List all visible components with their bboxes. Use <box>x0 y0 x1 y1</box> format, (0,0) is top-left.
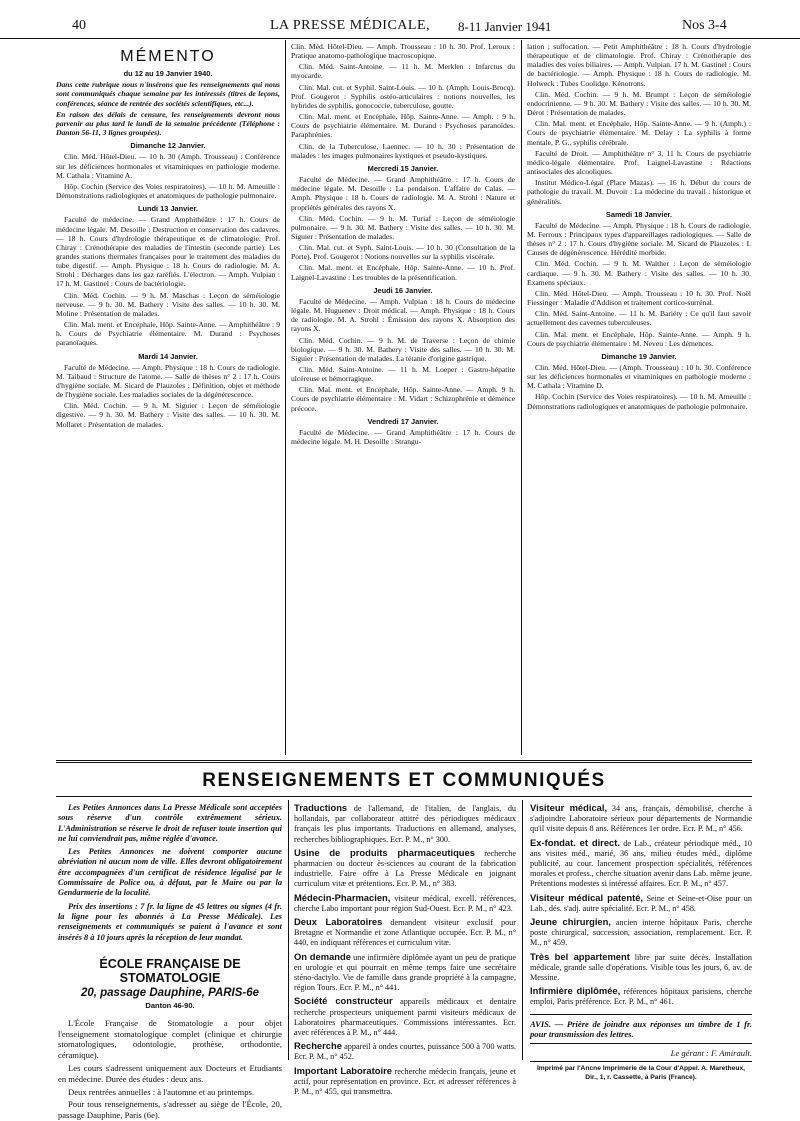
memento-column-3 <box>527 42 751 757</box>
day-heading: Samedi 18 Janvier. <box>605 209 673 219</box>
column-rule <box>522 800 523 1060</box>
classified-ad <box>294 848 516 890</box>
classified-ad <box>294 803 516 845</box>
ads-notice <box>58 803 282 943</box>
classified-ad <box>294 996 516 1038</box>
memento-entry: Clin. Méd. Saint-Antoine. — 11 h. M. Bariéty : Ce qu'il faut savoir actuellement des cavernes tuberculeuses. <box>527 309 751 328</box>
renseignements-column-1 <box>58 803 282 1121</box>
memento-entry: Clin. de la Tuberculose, Laennec. — 10 h. 30 : Présentation de malades : les images pulmonaires kystiques et pseudo-kystiques. <box>291 141 515 160</box>
memento-entry: Clin. Mal. ment. et Encéphale, Hôp. Sainte-Anne. — Amphithéâtre : 9 h. Cours de Psychiatrie élémentaire. M. Durand : Psychoses paranoïaques. <box>56 320 280 348</box>
memento-entry: Clin. Méd. Cochin. — 9 h. M. Brumpt : Leçon de séméiologie endocrinienne. — 9 h. 30. M. Bathery : Visite des salles. — 10 h. 30. M. Dérot : Présentation de malades. <box>527 89 751 118</box>
renseignements-column-2 <box>294 802 517 1097</box>
ad-text: visiteur médical, excell. références, cherche Labo important pour région Sud-Ouest. Ecr. P. M., n° 423. <box>294 893 516 913</box>
memento-entry: Clin. Méd. Saint-Antoine. — 11 h. M. Loeper : Gastro-hépatite ulcéreuse et hémorragique. <box>291 365 515 384</box>
page-number: 40 <box>72 18 86 33</box>
memento-entry: Clin. Mal. ment. et Encéphale, Hôp. Sainte-Anne. — 10 h. Prof. Laignel-Lavastine : Les troubles de la présentification. <box>291 263 515 282</box>
memento-entry: Clin. Méd. Hôtel-Dieu. — Amph. Trousseau : 10 h. 30. Prof. Noël Fiessinger : Maladie d'Addison et traitement cortico-surrénal. <box>527 288 751 308</box>
ecole-phone: Danton 46-90. <box>145 1000 195 1010</box>
memento-entry: Clin. Méd. Hôtel-Dieu. — (Amph. Trousseau) : 10 h. 30. Conférence sur les déficiences hormonales et vitaminiques en pathologie moderne : M. Cathala : Vitamine D. <box>527 363 751 391</box>
day-heading: Jeudi 16 Janvier. <box>373 285 433 295</box>
memento-col1-days <box>56 141 280 429</box>
classified-ad <box>530 838 752 890</box>
memento-entry: Clin. Méd. Saint-Antoine. — 11 h. M. Merklen : Infarctus du myocarde. <box>291 62 515 81</box>
memento-col2-days <box>291 42 515 446</box>
ecole-address: 20, passage Dauphine, PARIS-6e <box>80 986 260 999</box>
memento-entry: Clin. Méd. Cochin. — 9 h. M. Siguier : Leçon de séméiologie digestive. — 9 h. 30. M. Bathery : Visite des salles. — 10 h. 30. M. Mollaret : Présentation de malades. <box>56 401 280 429</box>
column-rule <box>288 800 289 1060</box>
renseignements-title: RENSEIGNEMENTS ET COMMUNIQUÉS <box>202 770 606 791</box>
ad-lead: Traductions <box>294 802 348 813</box>
section-divider <box>56 760 752 763</box>
ad-text: demandent visiteur exclusif pour Bretagne et Normandie et zone Atlantique occupée. Ecr. P. M., n° 440, en indiquant références et curriculum vitæ. <box>294 918 516 948</box>
memento-entry: Clin. Mal. ment. et Encéphale, Hôp. Sainte-Anne. — Amph. 9 h. Cours de psychiatrie élémentaire : M. Neveu : Les démences. <box>527 329 751 348</box>
ad-lead: Ex-fondat. et direct. <box>530 836 620 848</box>
day-heading: Vendredi 17 Janvier. <box>367 416 439 426</box>
ecole-paragraph: Les cours s'adressent uniquement aux Docteurs et Etudiants en médecine. Durée des études : deux ans. <box>58 1063 282 1084</box>
ad-lead: Société constructeur <box>294 995 393 1007</box>
memento-entry: Clin. Mal. ment. et Encéphale, Hôp. Sainte-Anne. — Amph. 9 h. Cours de psychiatrie élémentaire : M. Vidart : Schizophrénie et démence précoce. <box>291 385 515 413</box>
ad-lead: On demande <box>294 950 351 962</box>
ad-lead: Visiteur médical, <box>530 802 608 813</box>
ad-text: appareil à ondes courtes, puissance 500 à 700 watts. Ecr. P. M., n° 452. <box>294 1042 516 1062</box>
ad-text: une infirmière diplômée ayant un peu de pratique en urologie et qui pourrait en même temps faire une secrétaire sténo-dactylo. Vie de famille dans grande propriété à la campagne, région Tours. Ecr. P. M., n° 441. <box>294 952 516 993</box>
memento-entry: Clin. Mal. ment. et Encéphale, Hôp. Sainte-Anne. — 9 h. (Amph.) : Cours de psychiatrie élémentaire. M. Delay : La syphilis à forme mentale, P. G., syphilis cérébrale. <box>527 119 751 147</box>
page-header <box>0 14 800 39</box>
memento-intro: Dans cette rubrique nous n'insérons que les renseignements qui nous sont communiqués chaque semaine par les intéressés (titres de leçons, conférences, séance de rentrée des sociétés scientifiques, etc...). <box>56 80 280 108</box>
memento-col3-days <box>527 42 751 411</box>
classified-ad <box>294 1066 516 1098</box>
memento-entry: Faculté de Droit. — Amphithéâtre n° 3, 11 h. Cours de psychiatrie médico-légale élémentaire. Prof. Laignel-Lavastine : Réactions antisociales des alcooliques. <box>527 148 751 177</box>
notice-paragraph: Prix des insertions : 7 fr. la ligne de 45 lettres ou signes (4 fr. la ligne pour les abonnés à La Presse Médicale). Les renseignements et communiqués se paient à l'avance et sont insérés 8 à 10 jours après la réception de leur mandat. <box>58 901 282 942</box>
memento-period: du 12 au 19 Janvier 1940. <box>123 69 213 79</box>
ad-text: 34 ans, français, démobilisé, cherche à s'adjoindre Laboratoire sérieux pour départements de Normandie qu'il visite depuis 8 ans. Références 1er ordre. Ecr. P. M., n° 456. <box>530 804 753 834</box>
memento-entry: Hôp. Cochin (Service des Voies respiratoires). — 10 h. M. Ameuille : Démonstrations radiologiques et anatomiques de pathologie pulmonaire. <box>56 181 280 201</box>
classified-ad <box>294 1041 516 1062</box>
classified-ad <box>530 893 752 914</box>
memento-column-1 <box>56 42 280 757</box>
ad-text: Seine et Seine-et-Oise pour un Lab., dés. s'adj. autre spécialité. Ecr. P. M., n° 458. <box>530 893 752 913</box>
ads-list <box>294 803 516 1097</box>
classified-ad <box>294 917 516 949</box>
day-heading: Mercredi 15 Janvier. <box>367 163 439 173</box>
ecole-title: ÉCOLE FRANÇAISE DE STOMATOLOGIE <box>99 956 241 985</box>
section-divider <box>56 796 752 797</box>
column-rule <box>521 40 522 755</box>
ads-list <box>530 803 752 1008</box>
ad-lead: Jeune chirurgien, <box>530 916 611 928</box>
day-heading: Dimanche 19 Janvier. <box>601 351 677 361</box>
ad-text: de Lab., créateur périodique méd., 10 ans visites méd., marié, 36 ans, milieu études méd., diplôme publicité, au cour. lancement prospection spécialités, références morales et profess., cherche situation avenir dans Lab. même jeune. Prétentions modestes si intéressé affaires. Ecr. P. M., n° 457. <box>530 838 752 889</box>
ad-text: recherche médecin français, jeune et actif, pour représentation en province. Ecr. et adresser références à P. M., n° 455, qui transmettra. <box>294 1066 517 1097</box>
ad-lead: Important Laboratoire <box>294 1064 392 1076</box>
memento-entry: Faculté de Médecine. — Amph. Vulpian : 18 h. Cours de médecine légale. M. Huguenev : Droit médical. — Amph. Physique : 18 h. Cours de radiologie. M. A. Strohl : Émission des rayons X. Absorption des rayons X. <box>291 296 515 334</box>
memento-intro-2: En raison des délais de censure, les renseignements devront nous parvenir au plus tard le lundi de la semaine précédente (Téléphone : Danton 56-11, 3 lignes groupées). <box>56 109 280 138</box>
memento-entry: Clin. Méd. Hôtel-Dieu. — 10 h. 30 (Amph. Trousseau) : Conférence sur les déficiences hormonales et vitaminiques en pathologie moderne. M. Cathala : Vitamine A. <box>56 152 280 180</box>
ad-text: de l'allemand, de l'italien, de l'anglais, du hollandais, par collaborateur attitré des périodiques médicaux français les plus importants. Traductions en allemand, analyses, recherches bibliographiques. Ecr. P. M., n° 300. <box>294 804 517 844</box>
memento-entry: Faculté de médecine. — Grand Amphithéâtre : 17 h. Cours de médecine légale. M. Desoille : Destruction et conservation des cadavres. — 18 h. Cours d'hydrologie thérapeutique et de climatologie. Prof. Chiray : Crénothérapie des maladies de l'intestin (seconde partie). Les grandes stations thermales françaises pour le traitement des maladies du tube digestif. — Amph. Physique : 18 h. Cours de radiologie. M. A. Strohl : Décharges dans les gaz raréfiés. L'électron. — Amph. Vulpian : 17 h. M. Gastinel : Cours de bactériologie. <box>56 215 280 289</box>
classified-ad <box>530 952 752 984</box>
memento-entry: Clin. Méd. Cochin. — 9 h. M. Walther : Leçon de séméiologie cardiaque. — 9 h. 30. M. Bathery : Visite des salles. — 10 h. 30. Examens spéciaux. <box>527 259 751 287</box>
day-heading: Dimanche 12 Janvier. <box>130 141 206 151</box>
imprimerie: Imprimé par l'Ancne Imprimerie de la Cour d'Appel. A. Maretheux, Dir., 1, r. Cassette, à Paris (France). <box>536 1065 746 1081</box>
ad-lead: Usine de produits pharmaceutiques <box>294 846 475 858</box>
ad-lead: Recherche <box>294 1040 342 1052</box>
notice-paragraph: Les Petites Annonces ne doivent comporter aucune abréviation ni aucun nom de ville. Elles devront obligatoirement être accompagnées d'un certificat de résidence légalisé par le Commissaire de Police ou, à défaut, par le Maire ou par la Gendarmerie de la localité. <box>58 847 282 898</box>
classified-ad <box>294 952 516 994</box>
memento-title: MÉMENTO <box>120 48 216 65</box>
memento-entry: Faculté de Médecine. — Amph. Physique : 18 h. Cours de radiologie. M. Ferroux : Principaux types d'appareillages radiologiques. — Salle de thèses n° 2 : 17 h. Cours d'hygiène sociale. M. Sicard de Plauzoles : I. Causes de dégénérescence. Hérédité morbide. <box>527 220 751 258</box>
ecole-body <box>58 1018 282 1121</box>
memento-entry: Faculté de Médecine. — Amph. Physique : 18 h. Cours de radiologie. M. Taibaud : Structure de l'atome. — Salle de thèses n° 2 : 17 h. Cours d'hygiène sociale. M. Sicard de Plauzoles : Définition, objet et méthode de l'hygiène sociale. Les maladies sociales de la dégénérescence. <box>56 362 280 400</box>
issue-number: Nos 3-4 <box>682 18 727 33</box>
ad-text: références hôpitaux parisiens, cherche emploi, Paris préférence. Ecr. P. M., n° 461. <box>530 987 753 1007</box>
memento-entry: Clin. Mal. cut. et Syphil. Saint-Louis. — 10 h. (Amph. Louis-Brocq). Prof. Gougerot : Syphilis ostéo-articulaires : notions nouvelles, les hybrides de syphilis, gonococcie, tuberculose, goutte. <box>291 82 515 110</box>
memento-entry: Clin. Méd. Cochin. — 9 h. M. de Traverse : Leçon de chimie biologique. — 9 h. 30. M. Bathery : Visite des salles. — 10 h. 30. M. Siguier : Présentation de malades. La tétanie d'origine gastrique. <box>291 335 515 363</box>
column-rule <box>285 40 286 755</box>
memento-entry: Clin. Méd. Hôtel-Dieu. — Amph. Trousseau : 10 h. 30. Prof. Leroux : Pratique anatomo-pathologique macroscopique. <box>291 42 515 61</box>
memento-column-2 <box>291 42 515 757</box>
classified-ad <box>530 803 752 835</box>
ad-text: recherche pharmacien ou docteur ès-sciences au courant de la fabrication industrielle. Faire offre à La Presse Médicale en joignant curriculum vitæ et prétentions. Ecr. P. M., n° 383. <box>294 848 516 889</box>
memento-entry: Faculté de Médecine. — Grand Amphithéâtre : 17 h. Cours de médecine légale. M. H. Desoille : Strangu- <box>291 427 515 447</box>
memento-entry: Faculté de Médecine. — Grand Amphithéâtre : 17 h. Cours de médecine légale. M. Desoille : La pendaison. L'affaire de Calas. — Amph. Physique : 18 h. Cours de radiologie. M. A. Strohl : Nature et propriétés générales des rayons X. <box>291 175 515 212</box>
classified-ad <box>530 986 752 1007</box>
ad-lead: Deux Laboratoires <box>294 916 383 928</box>
notice-paragraph: Les Petites Annonces dans La Presse Médicale sont acceptées sous réserve d'un contrôle extrêmement sérieux. L'Administration se réserve le droit de refuser toute insertion qui ne lui conviendrait pas, même réglée d'avance. <box>58 803 282 843</box>
renseignements-column-3 <box>530 802 753 1081</box>
memento-entry: Clin. Mal. ment. et Encéphale, Hôp. Sainte-Anne. — Amph. : 9 h. Cours de psychiatrie élémentaire. M. Durand : Psychoses paranoïdes. Paraphrénies. <box>291 112 515 140</box>
memento-entry: Institut Médico-Légal (Place Mazas). — 16 h. Début du cours de pathologie du travail. M. Duvoir : La médecine du travail : historique et généralités. <box>527 178 751 206</box>
memento-entry: Clin. Mal. cut. et Syph. Saint-Louis. — 10 h. 30 (Consultation de la Porte). Prof. Gougerot : Notions nouvelles sur la syphilis viscérale. <box>291 243 515 262</box>
memento-entry: Clin. Méd. Cochin. — 9 h. M. Turiaf : Leçon de séméiologie pulmonaire. — 9 h. 30. M. Bathery : Visite des salles. — 10 h. 30. M. Siguier : Présentation de malades. <box>291 213 515 241</box>
memento-entry: lation ; suffocation. — Petit Amphithéâtre : 18 h. Cours d'hydrologie thérapeutique et de climatologie. Prof. Chiray : Crénothérapie des maladies des voies biliaires. — Amph. Vulpian. 17 h. M. Gastinel : Cours de bactériologie. — Amph. Physique : 18 h. Cours de radiologie. M. Holweck : Tubes Coolidge. Kénotrons. <box>527 42 751 88</box>
ad-text: libre par suite décès. Installation médicale, grande salle d'opérations. Visible tous les jours, 6, av. de Messine. <box>530 952 752 983</box>
ecole-paragraph: Pour tous renseignements, s'adresser au siège de l'École, 20, passage Dauphine, Paris (6e). <box>58 1099 282 1121</box>
classified-ad <box>530 917 752 949</box>
day-heading: Mardi 14 Janvier. <box>138 351 198 361</box>
ad-lead: Visiteur médical patenté, <box>530 891 644 903</box>
memento-entry: Clin. Méd. Cochin. — 9 h. M. Maschas : Leçon de séméiologie nerveuse. — 9 h. 30. M. Bathery : Visite des salles. — 10 h. 30. M. Moline : Présentation de malades. <box>56 290 280 318</box>
ad-text: ancien interne hôpitaux Paris, cherche poste chirurgical, succession, association, remplacement. Ecr. P. M., n° 459. <box>530 918 753 948</box>
ad-lead: Très bel appartement <box>530 950 630 962</box>
ad-lead: Infirmière diplômée, <box>530 985 621 997</box>
ecole-paragraph: L'École Française de Stomatologie a pour objet l'enseignement stomatologique complet (clinique et chirurgie stomatologiques, odontologie, prothèse, orthodontie, céramique). <box>58 1017 282 1061</box>
ad-text: appareils médicaux et dentaire recherche prospecteurs uniquement parmi visiteurs médicaux de Laboratoires pharmaceutiques. Commissions intéressantes. Ecr. avec références à P. M., n° 444. <box>294 997 517 1038</box>
memento-entry: Hôp. Cochin (Service des Voies respiratoires). — 10 h. M. Ameuille : Démonstrations radiologiques et anatomiques de pathologie pulmonaire. <box>527 392 751 411</box>
issue-date: 8-11 Janvier 1941 <box>458 19 552 34</box>
ad-lead: Médecin-Pharmacien, <box>294 891 391 903</box>
gerant: Le gérant : F. Amirault. <box>670 1048 752 1059</box>
avis-notice: AVIS. — Prière de joindre aux réponses un timbre de 1 fr. pour transmission des lettres. <box>530 1018 752 1039</box>
ecole-paragraph: Deux rentrées annuelles : à l'automne et au printemps. <box>68 1086 255 1097</box>
day-heading: Lundi 13 Janvier. <box>138 204 198 214</box>
journal-title: LA PRESSE MÉDICALE, <box>270 18 431 33</box>
classified-ad <box>294 893 516 914</box>
